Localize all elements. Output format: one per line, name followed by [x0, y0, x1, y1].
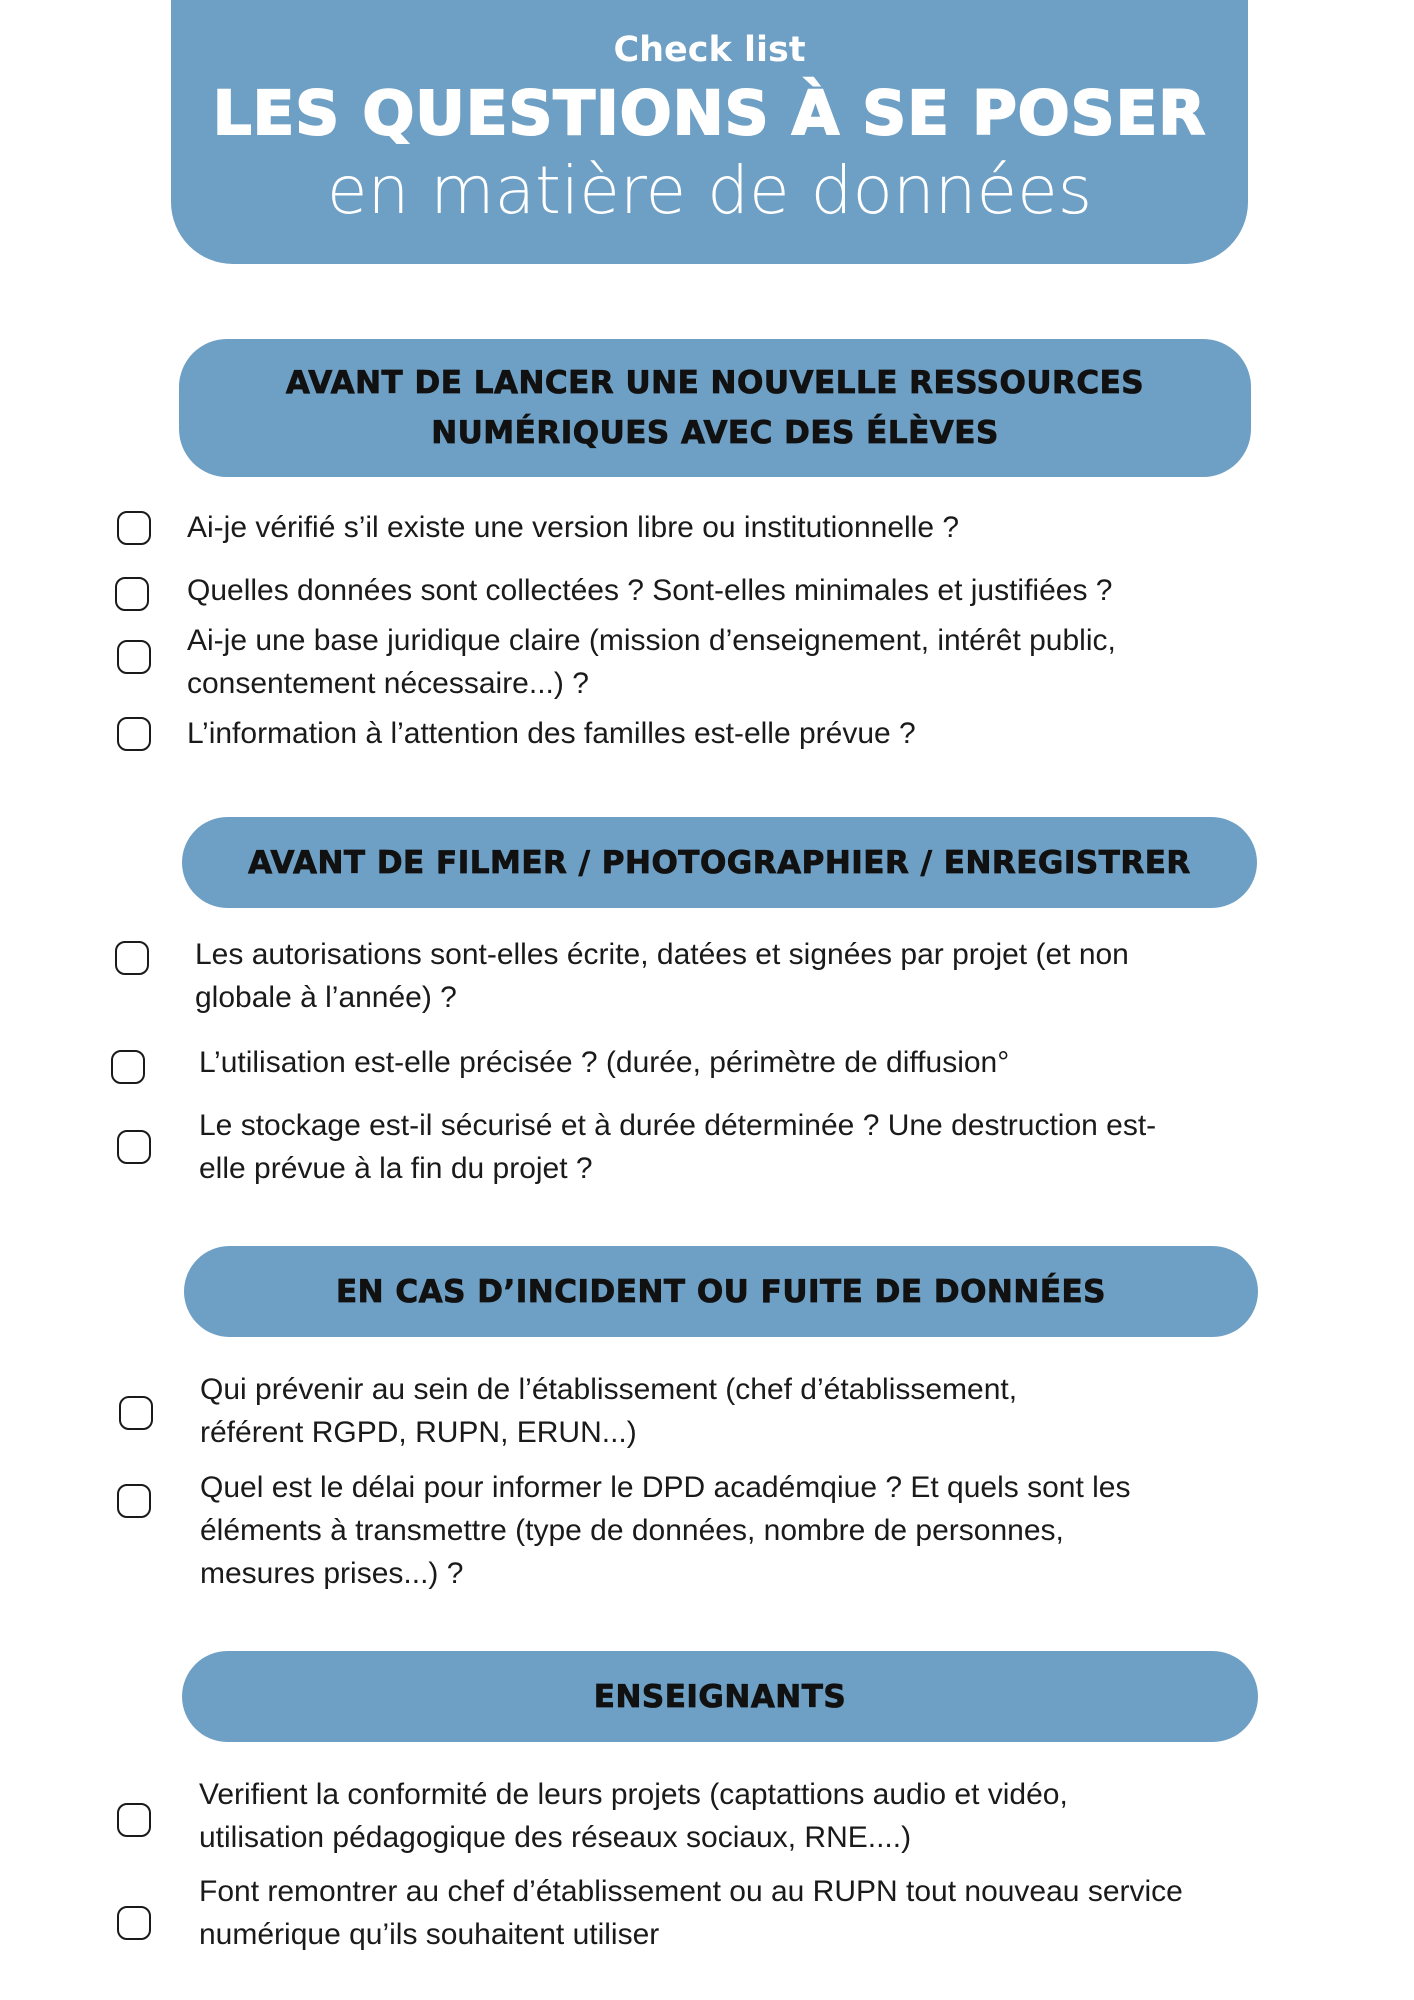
checkbox[interactable] [115, 577, 149, 611]
header-banner [171, 0, 1248, 264]
section-heading-line: AVANT DE LANCER UNE NOUVELLE RESSOURCES [285, 365, 1145, 401]
checkbox[interactable] [115, 941, 149, 975]
checkbox[interactable] [117, 1484, 151, 1518]
page-title: LES QUESTIONS À SE POSER [212, 78, 1207, 149]
section-heading-teachers [182, 1651, 1258, 1742]
checklist-item: L’information à l’attention des familles est-elle prévue ? [187, 717, 916, 750]
section-heading-incident [184, 1246, 1258, 1337]
checkbox[interactable] [111, 1050, 145, 1084]
checklist-item: Quelles données sont collectées ? Sont-elles minimales et justifiées ? [187, 574, 1113, 607]
checkbox[interactable] [117, 717, 151, 751]
section-heading-recording [182, 817, 1257, 908]
checklist-item: Ai-je vérifié s’il existe une version libre ou institutionnelle ? [187, 511, 960, 544]
checklist-item: Ai-je une base juridique claire (mission d’enseignement, intérêt public, consentement nécessaire...) ? [187, 624, 1116, 700]
checklist-item: Verifient la conformité de leurs projets (captattions audio et vidéo, utilisation pédagogique des réseaux sociaux, RNE....) [199, 1778, 1068, 1854]
header-kicker: Check list [613, 30, 806, 70]
checklist-item: Le stockage est-il sécurisé et à durée déterminée ? Une destruction est- elle prévue à la fin du projet ? [199, 1109, 1157, 1185]
checklist-item: Quel est le délai pour informer le DPD académqiue ? Et quels sont les éléments à transmettre (type de données, nombre de personnes, mesures prises...) ? [200, 1471, 1131, 1590]
checklist-item: L’utilisation est-elle précisée ? (durée, périmètre de diffusion° [199, 1046, 1010, 1079]
section-heading-line: AVANT DE FILMER / PHOTOGRAPHIER / ENREGISTRER [248, 844, 1191, 881]
checklist-item: Qui prévenir au sein de l’établissement (chef d’établissement, référent RGPD, RUPN, ERUN...) [200, 1373, 1018, 1449]
section-heading-line: EN CAS D’INCIDENT OU FUITE DE DONNÉES [335, 1273, 1106, 1310]
checkbox[interactable] [117, 1130, 151, 1164]
checkbox[interactable] [117, 1906, 151, 1940]
checkbox[interactable] [117, 1803, 151, 1837]
section-heading-new-resources [179, 339, 1251, 477]
checkbox[interactable] [117, 511, 151, 545]
checklist-item: Font remontrer au chef d’établissement ou au RUPN tout nouveau service numérique qu’ils souhaitent utiliser [199, 1875, 1183, 1951]
section-heading-line: NUMÉRIQUES AVEC DES ÉLÈVES [431, 415, 999, 451]
checkbox[interactable] [117, 640, 151, 674]
section-heading-line: ENSEIGNANTS [593, 1678, 847, 1715]
checklist-item: Les autorisations sont-elles écrite, datées et signées par projet (et non globale à l’année) ? [195, 938, 1129, 1014]
checkbox[interactable] [119, 1396, 153, 1430]
page-subtitle: en matière de données [326, 152, 1093, 229]
